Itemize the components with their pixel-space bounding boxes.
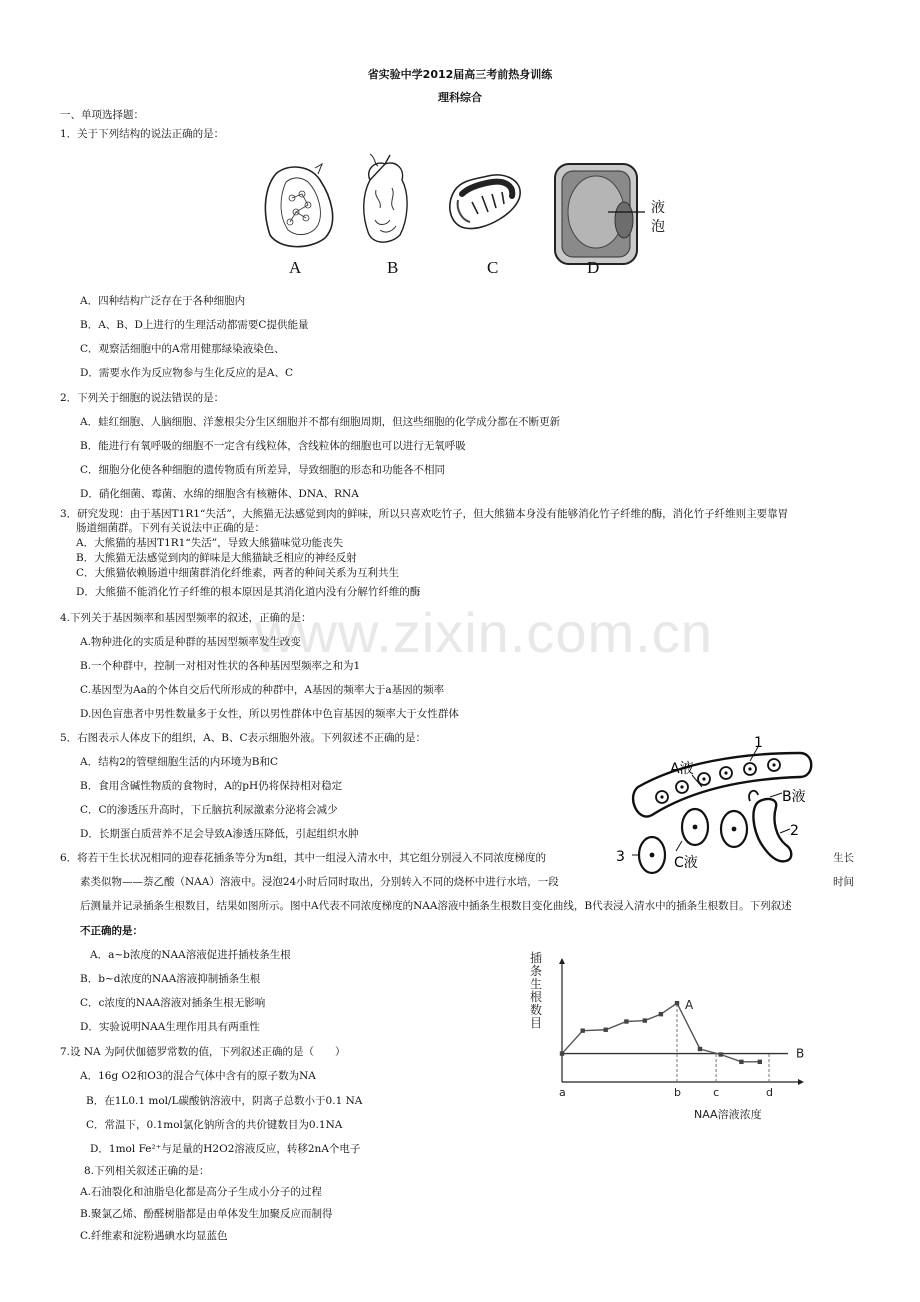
q4-stem: 4.下列关于基因频率和基因型频率的叙述，正确的是： bbox=[60, 612, 312, 624]
structure-c-image bbox=[450, 175, 520, 229]
fig5-label-a: A液 bbox=[670, 761, 694, 777]
q7-option-d: D．1mol Fe²⁺与足量的H2O2溶液反应，转移2nA个电子 bbox=[90, 1143, 361, 1155]
q4-option-b: B.一个种群中，控制一对相对性状的各种基因型频率之和为1 bbox=[80, 660, 361, 672]
fig5-label-2: 2 bbox=[790, 823, 799, 839]
q8-stem: 8.下列相关叙述正确的是： bbox=[84, 1165, 210, 1177]
vacuole-label-1: 液 bbox=[651, 200, 665, 216]
q7-option-a: A．16g O2和O3的混合气体中含有的原子数为NA bbox=[80, 1070, 316, 1082]
q6-option-d: D．实验说明NAA生理作用具有两重性 bbox=[80, 1021, 260, 1033]
q2-option-d: D．硝化细菌、霉菌、水绵的细胞含有核糖体、DNA、RNA bbox=[80, 488, 359, 500]
y-label-char: 数 bbox=[530, 1003, 543, 1017]
watermark: www.zixin.com.cn bbox=[255, 601, 713, 664]
series-a-point bbox=[719, 1052, 723, 1056]
x-axis-arrow bbox=[798, 1079, 804, 1085]
q8-option-b: B.聚氯乙烯、酚醛树脂都是由单体发生加聚反应而制得 bbox=[80, 1208, 333, 1220]
q1-figure bbox=[250, 150, 690, 280]
q2-option-a: A．蛙红细胞、人脑细胞、洋葱根尖分生区细胞并不都有细胞周期，但这些细胞的化学成分都在不断更新 bbox=[80, 416, 561, 428]
label-c: C bbox=[487, 258, 499, 277]
q5-option-c: C．C的渗透压升高时，下丘脑抗利尿激素分泌将会减少 bbox=[80, 804, 338, 816]
y-label-char: 根 bbox=[530, 990, 543, 1004]
series-a-point bbox=[581, 1028, 585, 1032]
x-tick-label: c bbox=[713, 1086, 720, 1099]
q7-stem bbox=[60, 1045, 345, 1059]
page-title: 省实验中学2012届高三考前热身训练 bbox=[367, 68, 553, 81]
q2-option-c: C．细胞分化使各种细胞的遗传物质有所差异，导致细胞的形态和功能各不相同 bbox=[80, 464, 446, 476]
structure-b-image bbox=[364, 154, 407, 242]
q3-option-c: C．大熊猫依赖肠道中细菌群消化纤维素，两者的种间关系为互利共生 bbox=[76, 567, 400, 579]
x-tick-label: b bbox=[674, 1086, 681, 1099]
q5-figure bbox=[610, 735, 830, 885]
q4-option-d: D.因色盲患者中男性数量多于女性，所以男性群体中色盲基因的频率大于女性群体 bbox=[80, 708, 459, 720]
q5-option-a: A．结构2的管壁细胞生活的内环境为B和C bbox=[80, 756, 279, 768]
q5-option-b: B．食用含碱性物质的食物时，A的pH仍将保持相对稳定 bbox=[80, 780, 343, 792]
q3-option-a: A．大熊猫的基因T1R1“失活”，导致大熊猫味觉功能丧失 bbox=[76, 537, 344, 549]
q6-line3: 后测量并记录插条生根数目，结果如图所示。图中A代表不同浓度梯度的NAA溶液中插条生根数目变化曲线，B代表浸入清水中的插条生根数目。下列叙述 bbox=[80, 900, 792, 912]
q1-option-d: D．需要水作为反应物参与生化反应的是A、C bbox=[80, 367, 294, 379]
fig5-label-1: 1 bbox=[754, 735, 763, 751]
page-subtitle: 理科综合 bbox=[438, 91, 482, 104]
q6-option-c: C．c浓度的NAA溶液对插条生根无影响 bbox=[80, 997, 266, 1009]
q6-line1: 6．将若干生长状况相同的迎春花插条等分为n组，其中一组浸入清水中，其它组分别浸入不同浓度梯度的 bbox=[60, 852, 546, 864]
series-a-point bbox=[604, 1028, 608, 1032]
q3-stem-line1: 3．研究发现：由于基因T1R1“失活”，大熊猫无法感觉到肉的鲜味，所以只喜欢吃竹子，但大熊猫本身没有能够消化竹子纤维的酶，消化竹子纤维则主要靠胃 bbox=[60, 508, 789, 520]
series-a-point bbox=[659, 1012, 663, 1016]
q6-line4: 不正确的是： bbox=[80, 925, 143, 937]
q3-option-b: B．大熊猫无法感觉到肉的鲜味是大熊猫缺乏相应的神经反射 bbox=[76, 552, 357, 564]
q4-option-c: C.基因型为Aa的个体自交后代所形成的种群中，A基因的频率大于a基因的频率 bbox=[80, 684, 445, 696]
structure-d-image bbox=[555, 164, 645, 264]
y-label-char: 目 bbox=[530, 1016, 543, 1030]
series-a-point bbox=[739, 1060, 743, 1064]
q1-option-c: C．观察活细胞中的A常用健那绿染液染色、 bbox=[80, 343, 285, 355]
chart-x-label: NAA溶液浓度 bbox=[694, 1108, 762, 1121]
q3-option-d: D．大熊猫不能消化竹子纤维的根本原因是其消化道内没有分解竹纤维的酶 bbox=[76, 586, 421, 598]
series-b-label: B bbox=[796, 1046, 805, 1061]
q1-option-a: A．四种结构广泛存在于各种细胞内 bbox=[80, 295, 246, 307]
series-a-point bbox=[698, 1047, 702, 1051]
y-axis-arrow bbox=[559, 958, 565, 964]
y-label-char: 条 bbox=[530, 964, 543, 978]
q5-option-d: D．长期蛋白质营养不足会导致A渗透压降低，引起组织水肿 bbox=[80, 828, 359, 840]
q7-option-b: B．在1L0.1 mol/L碳酸钠溶液中，阴离子总数小于0.1 NA bbox=[86, 1095, 363, 1107]
series-a-point bbox=[675, 1001, 679, 1005]
series-a-point bbox=[560, 1051, 564, 1055]
q6-line2-end: 时间 bbox=[833, 876, 854, 888]
q1-option-b: B．A、B、D上进行的生理活动都需要C提供能量 bbox=[80, 319, 309, 331]
q6-line2: 素类似物——萘乙酸（NAA）溶液中。浸泡24小时后同时取出，分别转入不同的烧杯中进行水培，一段 bbox=[80, 876, 559, 888]
q4-option-a: A.物种进化的实质是种群的基因型频率发生改变 bbox=[80, 636, 301, 648]
y-label-char: 生 bbox=[530, 977, 543, 991]
q5-stem: 5．右图表示人体皮下的组织，A、B、C表示细胞外液。下列叙述不正确的是： bbox=[60, 732, 427, 744]
series-a-point bbox=[624, 1019, 628, 1023]
q8-option-c: C.纤维素和淀粉遇碘水均显蓝色 bbox=[80, 1230, 228, 1242]
label-b: B bbox=[387, 258, 399, 277]
q2-stem: 2．下列关于细胞的说法错误的是： bbox=[60, 392, 225, 404]
fig5-label-b: B液 bbox=[782, 789, 806, 805]
q6-option-b: B．b~d浓度的NAA溶液抑制插条生根 bbox=[80, 973, 261, 985]
section-heading: 一、单项选择题： bbox=[60, 109, 144, 121]
x-tick-label: a bbox=[559, 1086, 566, 1099]
q7-stem-text: 7.设 NA 为阿伏伽德罗常数的值，下列叙述正确的是（ ） bbox=[60, 1046, 346, 1058]
series-a-label: A bbox=[685, 998, 694, 1013]
fig5-label-3: 3 bbox=[616, 849, 625, 865]
fig5-label-c: C液 bbox=[674, 855, 698, 871]
q3-stem-line2: 肠道细菌群。下列有关说法中正确的是： bbox=[76, 522, 265, 534]
q7-option-c: C．常温下，0.1mol氯化钠所含的共价键数目为0.1NA bbox=[86, 1119, 343, 1131]
label-a: A bbox=[289, 258, 302, 277]
q2-option-b: B．能进行有氧呼吸的细胞不一定含有线粒体，含线粒体的细胞也可以进行无氧呼吸 bbox=[80, 440, 466, 452]
q6-option-a: A．a~b浓度的NAA溶液促进扦插枝条生根 bbox=[90, 949, 291, 961]
q8-option-a: A.石油裂化和油脂皂化都是高分子生成小分子的过程 bbox=[80, 1186, 322, 1198]
q6-line1-end: 生长 bbox=[833, 852, 854, 864]
x-tick-label: d bbox=[766, 1086, 773, 1099]
vacuole-label-2: 泡 bbox=[651, 219, 665, 235]
structure-a-image bbox=[265, 164, 332, 247]
y-label-char: 插 bbox=[530, 951, 543, 965]
series-a-point bbox=[758, 1060, 762, 1064]
label-d: D bbox=[587, 258, 600, 277]
series-a-point bbox=[643, 1018, 647, 1022]
q1-stem: 1．关于下列结构的说法正确的是： bbox=[60, 128, 225, 140]
q6-chart bbox=[520, 948, 810, 1123]
